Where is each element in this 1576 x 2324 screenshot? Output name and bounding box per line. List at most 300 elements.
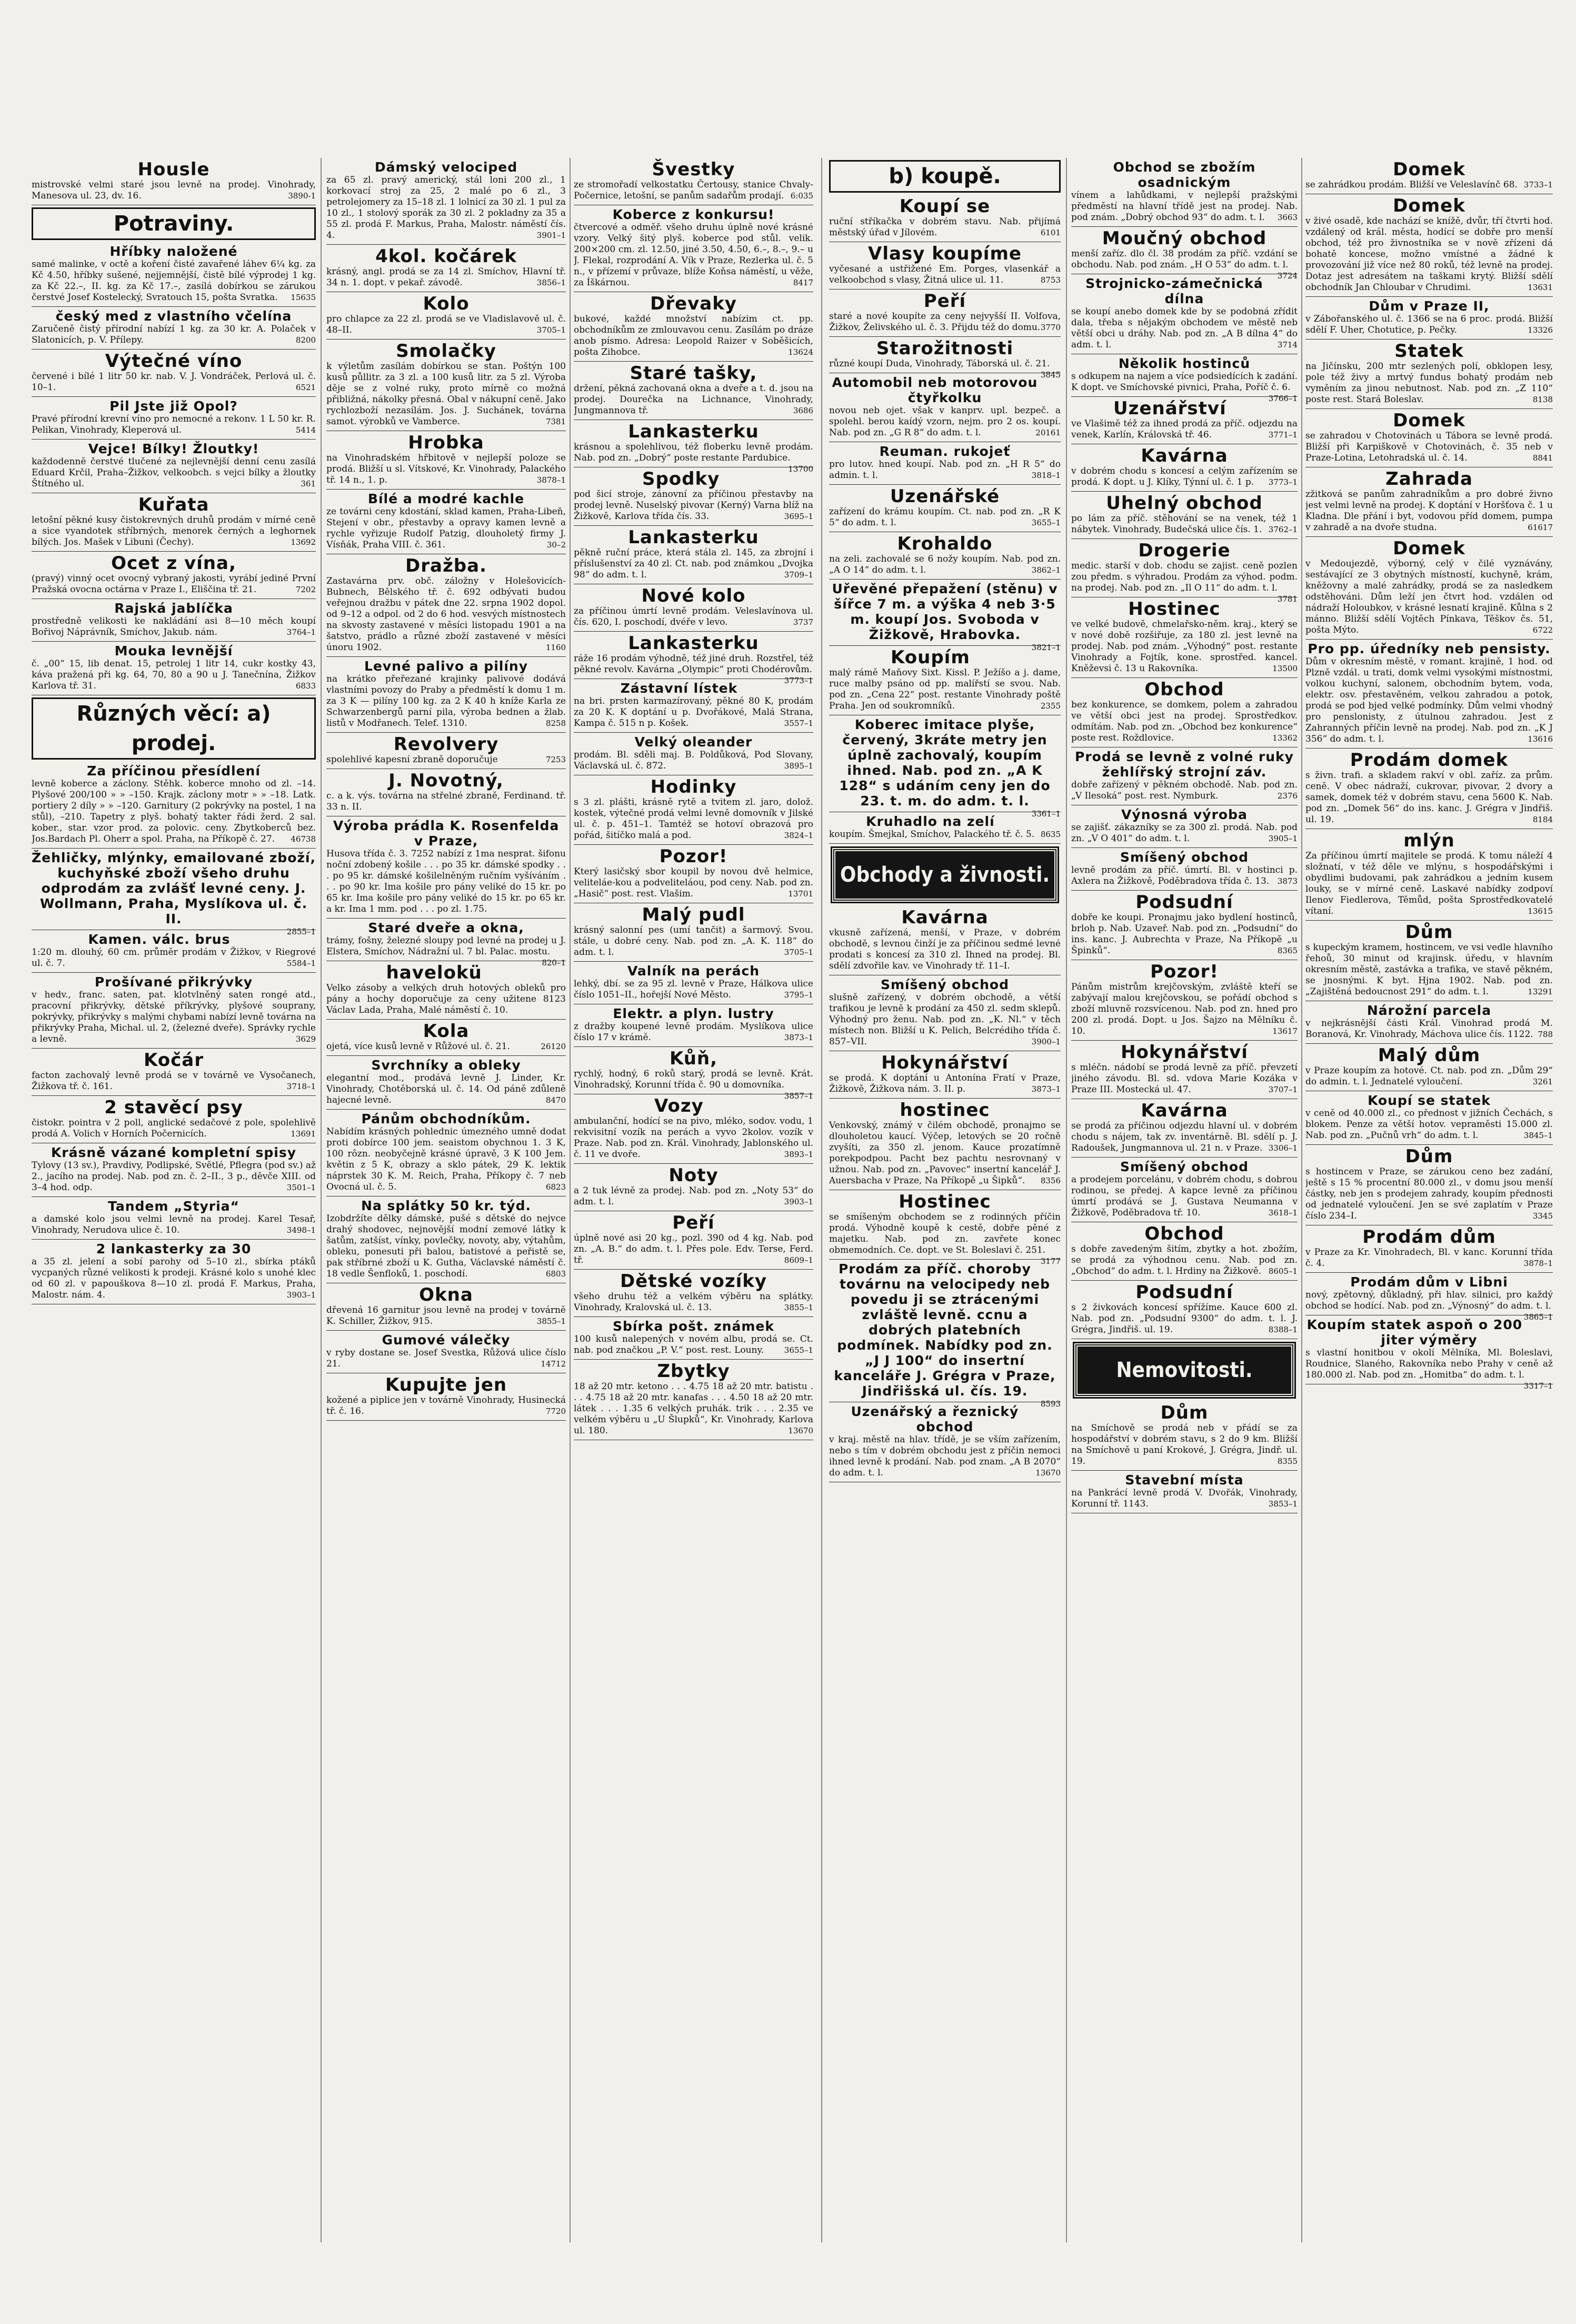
ad-reference-number: 3905–1	[1268, 834, 1298, 843]
classified-ad	[32, 552, 316, 599]
classified-ad	[574, 962, 813, 1004]
ad-reference-number: 3733–1	[1523, 180, 1553, 189]
classified-ad	[32, 1049, 316, 1096]
classified-ad	[1305, 340, 1553, 409]
ad-text: každodenně čerstvé tlučené za nejlevnější denní cenu zasílá Eduard Krčil, Praha–Žižkov, velkoobch. s vejci bílky a žloutky Štítného ul.	[32, 456, 316, 489]
ad-text: krásný, angl. prodá se za 14 zl. Smíchov, Hlavní tř. 34 n. 1. dopt. v pekař. závodě.	[326, 266, 566, 288]
ad-headline: Prodám dům	[1362, 1226, 1496, 1248]
ad-reference-number: 3818–1	[1031, 471, 1061, 480]
classified-ad	[574, 679, 813, 733]
ad-text: bez konkurence, se domkem, polem a zahradou ve větší obci jest na prodej. Sprostředkov. odmítám. Nab. pod zn. „Obchod bez konkurence“ poste rest. Roždlovice.	[1071, 700, 1298, 743]
ad-headline: Vejce! Bílky! Žloutky!	[88, 441, 260, 456]
ad-reference-number: 3317–1	[1523, 1381, 1553, 1391]
ad-text: levně koberce a záclony. Stěhk. koberce mnoho od zl. –14. Plyšové 200/100 » » –150. Krajk. záclony motr » » –18. Latk. portiery 2 díly » » –120. Garnitury (2 pokrývky na postel, 1 na stůl), –210. Tapetry z plyš. bohatý takter řádi žerd. 2 sal. kober., star. vzor prod. za polovic. ceny. Zbytkoberců bez. Jos.Bardach Pl. Oherr a spol. Praha, na Příkopě č. 27.	[32, 779, 316, 844]
ad-reference-number: 3766–1	[1268, 394, 1298, 403]
classified-ad	[574, 1211, 813, 1270]
ad-text: ambulanční, hodící se na pivo, mléko, sodov. vodu, 1 rekvisitní vozík na perách a vyvo 2kolov. vozík v Praze. Nab. pod zn. Král. Vinohrady, Jablonského ul. č. 11 ve dvoře.	[574, 1116, 813, 1160]
ad-headline: Malý pudl	[642, 904, 745, 925]
classified-ad	[326, 490, 566, 554]
classified-ad	[829, 1099, 1061, 1190]
ad-text: a 2 tuk lévně za prodej. Nab. pod zn. „Noty 53“ do adm. t. l.	[574, 1185, 813, 1207]
classified-ad	[1305, 1145, 1553, 1225]
ad-text: za 65 zl. pravý americký, stál loni 200 zl., 1 korkovací stroj za 25, 2 malé po 6 zl., 3 petrolejomery za 15–18 zl. 1 lolnicí za 30 zl. 1 pul za 10 zl., 1 stolový sporák za 30 zl. 2 pokladny za 35 a 55 zl. prodá F. Markus, Praha, Malostr. náměstí čís. 4.	[326, 175, 566, 241]
ad-reference-number: 788	[1538, 1030, 1553, 1039]
ad-reference-number: 3900–1	[1031, 1037, 1061, 1046]
ad-text: letošní pěkné kusy čistokrevných druhů prodám v mírné ceně a sice vyandotek stříbrných, menorek černých a leghornek bílých. Jos. Mašek v Libuni (Čechy).	[32, 515, 316, 547]
section-banner: Nemovitosti.	[1074, 1343, 1294, 1397]
ad-text: v ceně od 40.000 zl., co přednost v jižních Čechách, s blokem. Penze za větší hotov. vepraměsti 15.000 zl. Nab. pod zn. „Pučnů vrh“ do adm. t. l.	[1305, 1108, 1553, 1141]
ad-headline: Vlasy koupíme	[868, 243, 1022, 264]
ad-reference-number: 46738	[291, 834, 316, 844]
classified-ad	[326, 769, 566, 816]
ad-reference-number: 5584–1	[286, 959, 316, 968]
ad-text: Velko zásoby a velkých druh hotových obleků pro pány a hochy doporučuje za ceny užitene 8123 Václav Lada, Praha, Malé náměstí č. 10.	[326, 983, 566, 1015]
classified-ad	[574, 903, 813, 962]
classified-ad	[1305, 1273, 1553, 1322]
ad-text: s hostincem v Praze, se zárukou ceno bez zadání, ještě s 15 % procentní 80.000 zl., v domu jsou menší částky, neb jen s prodejem zahrady, koupím přednosti od jednatelé vyloučení. Jen se své zaplatím v Praze číslo 234–I.	[1305, 1166, 1553, 1221]
ad-reference-number: 13691	[291, 1129, 316, 1139]
ad-headline: Gumové válečky	[382, 1332, 511, 1348]
classified-ad	[829, 373, 1061, 442]
ad-text: pro lutov. hned koupí. Nab. pod zn. „H R 5“ do admin. t. l.	[829, 459, 1061, 481]
ad-headline: Dům	[1405, 922, 1453, 943]
ad-headline: Uřevěné přepažení (stěnu) v šířce 7 m. a výška 4 neb 3·5 m. koupí Jos. Svoboda v Žižkově, Hrabovka.	[832, 581, 1058, 642]
ad-text: ze stromořadí velkostatku Čertousy, stanice Chvaly-Počernice, letošní, se panům sadařům prodají.	[574, 179, 813, 201]
ad-headline: Stavební místa	[1125, 1472, 1244, 1488]
classified-ad	[829, 485, 1061, 532]
classified-ad	[326, 657, 566, 733]
ad-reference-number: 5414	[295, 425, 316, 435]
classified-ad	[1071, 1471, 1298, 1513]
ad-reference-number: 3709–1	[784, 570, 813, 580]
classified-ad	[1071, 848, 1298, 891]
ad-text: zžitková se panům zahradníkům a pro dobré živno jest velmi levně na prodej. K doptání v Horšťova č. 1 u Kladna. Dle přání i byt, vodovou příd domem, pumpa v zahradě a na dvoře studna.	[1305, 489, 1553, 533]
classified-ad	[1071, 354, 1298, 403]
ad-reference-number: 3873–1	[1031, 1084, 1061, 1094]
classified-ad	[32, 440, 316, 493]
ad-headline: Krohaldo	[897, 533, 993, 554]
ad-headline: Výnosná výroba	[1121, 807, 1248, 822]
ad-text: Za příčinou úmrtí majitele se prodá. K tomu náleží 4 složnatí, v též děle ve mlýnu, s hospodářskými i obydlimi budovami, pak zahrádkou a jedním kusem louky, se v mírné ceně. Laskavé nabídky zodpoví Ilenov Fiedlerova, Těmůd, pošta Sprostředkovatelé vítaní.	[1305, 851, 1553, 916]
column-rule	[570, 158, 571, 2242]
ad-reference-number: 3903–1	[784, 1197, 813, 1206]
ad-text: 1:20 m. dlouhý, 60 cm. průměr prodám v Žižkov, v Riegrové ul. č. 7.	[32, 947, 316, 969]
section-heading: b) koupě.	[829, 160, 1061, 193]
ad-headline: Kuřata	[138, 494, 210, 515]
ad-reference-number: 13362	[1272, 733, 1298, 743]
ad-headline: Levné palivo a pilíny	[364, 659, 528, 674]
ad-headline: Dům	[1405, 1146, 1453, 1167]
ad-headline: Ocet z vína,	[111, 553, 236, 574]
ad-text: krásný salonní pes (umí tančit) a šarmový. Svou. stále, u dobré ceny. Nab. pod zn. „A. K. 118“ do adm. t. l.	[574, 925, 813, 957]
ad-headline: Kamen. válc. brus	[88, 932, 231, 947]
ad-text: novou neb ojet. však v kanprv. upl. bezpeč. a spolehl. berou kaídý vzorn, nejm. pro 2 os. koupí. Nab. pod zn. „G R 8“ do adm. t. l.	[829, 405, 1061, 438]
ad-reference-number: 13616	[1528, 734, 1553, 744]
ad-text: úplně nové asi 20 kg., pozl. 390 od 4 kg. Nab. pod zn. „A. B.“ do adm. t. l. Přes pole. Edv. Terse, Ferd. tř.	[574, 1233, 813, 1265]
ad-text: slušně zařízený, v dobrém obchodě, a větší trafikou je levně k prodání za 450 zl. sedm sklepů. Výhodný pro ženu. Nab. pod zn. „K. Nl.“ v těch místech non. Bližší u K. Pelich, Belcrédiho třída č. 857–VII.	[829, 992, 1061, 1047]
ad-reference-number: 8841	[1532, 453, 1553, 463]
ad-reference-number: 7720	[545, 1407, 566, 1416]
classified-ad	[574, 158, 813, 205]
ad-reference-number: 6101	[1040, 228, 1061, 237]
ad-headline: Prošívané přikrývky	[94, 974, 253, 990]
ad-text: lehký, dbí. se za 95 zl. levně v Praze, Hálkova ulice číslo 1051–II., hořejší Nové Město.	[574, 979, 813, 1000]
classified-ad	[1305, 297, 1553, 340]
column-rule	[1066, 158, 1067, 2242]
ad-headline: Strojnicko-zámečnická dílna	[1085, 276, 1263, 306]
ad-reference-number: 3306–1	[1268, 1143, 1298, 1153]
ad-reference-number: 3893–1	[784, 1150, 813, 1159]
ad-text: se prodá za příčinou odjezdu hlavní ul. v dobrém chodu s nájem, tak zv. inventárně. Bl. sdělí p. J. Radoušek, Jungmannova ul. 21 n. v Praze.	[1071, 1121, 1298, 1153]
ad-text: v dobrém chodu s koncesí a celým zařízením se prodá. K dopt. u J. Klíky, Týnní ul. č. 1 p.	[1071, 466, 1298, 487]
classified-ad	[32, 599, 316, 642]
newspaper-page	[32, 158, 1576, 2242]
ad-text: elegantní mod., prodává levně J. Linder, Kr. Vinohrady, Chotěborská ul. č. 14. Od páně zdůleně hajecné levně.	[326, 1073, 566, 1105]
classified-ad	[326, 1283, 566, 1331]
column-1	[32, 158, 316, 2242]
ad-text: Který lasičský sbor koupil by novou dvě helmice, veliteláe-kou a podveliteláou, pod ceny. Nab. pod zn. „Hasič“ post. rest. Vlašim.	[574, 866, 813, 899]
classified-ad	[1071, 492, 1298, 539]
ad-headline: Spodky	[642, 468, 720, 490]
classified-ad	[829, 1402, 1061, 1482]
ad-text: ve velké budově, chmelařsko-něm. kraj., který se v nové době rozšiřuje, za 180 zl. jest levně na prodej. Nab. pod znám. „Výhodný“ post. restante Vinohrady a Fojtík, kone. sprostřed. kancel. Kněževsi č. 13 u Rakovníka.	[1071, 619, 1298, 674]
ad-reference-number: 13692	[291, 537, 316, 547]
ad-text: facton zachovalý levně prodá se v továrně ve Vysočanech, Žižkova tř. č. 161.	[32, 1070, 316, 1092]
ad-reference-number: 3853–1	[1268, 1499, 1298, 1509]
ad-headline: Elektr. a plyn. lustry	[613, 1006, 774, 1021]
column-rule	[821, 158, 822, 2242]
ad-headline: Obchod	[1144, 679, 1224, 700]
ad-text: menší zaříz. dlo čl. 38 prodám za příč. vzdání se obchodu. Nab. pod znám. „H O 53“ do adm. t. l.	[1071, 248, 1298, 270]
ad-text: Zaručeně čistý přírodní nabízí 1 kg. za 30 kr. A. Polaček v Slatonicích, p. V. Přílepy.	[32, 324, 316, 345]
classified-ad	[574, 420, 813, 474]
ad-reference-number: 3261	[1532, 1077, 1553, 1086]
ad-headline: Sbírka pošt. známek	[613, 1319, 774, 1334]
ad-text: se zahradou v Chotovinách u Tábora se levně prodá. Bližší při Karpiškově v Chotovinách, č. 35 neb v Praze-Lotina, Letohradská ul. č. 14.	[1305, 431, 1553, 463]
ad-text: Izobdržíte dělky dámské, pušé s dětské do nejvce drahý shodovec, nejnovější modní zemové látky k šatům, zatšíst, vínky, povlečky, novoty, aby, výtahům, obleku, ponesuti při balou, batistové a peřistě se, pak stříbrné zboží u K. Gutha, Václavské náměstí č. 18 vedle Šenfloků, 1. poschodí.	[326, 1213, 566, 1279]
classified-ad	[32, 1197, 316, 1240]
classified-ad	[32, 973, 316, 1049]
ad-headline: český med z vlastního včelína	[55, 308, 292, 324]
ad-reference-number: 2355	[1040, 701, 1061, 711]
ad-text: s 3 zl. plášti, krásně rytě a tvitem zl. jaro, dolož. kostek, výtečné prodá velmi levně domovník v Jilské ul. č. p. 451–1. Tamtéž se hotoví obrazová pro pořád, šitíčko malá a pod.	[574, 797, 813, 841]
ad-headline: Hříbky naložené	[109, 244, 238, 259]
ad-headline: Zbytky	[657, 1361, 730, 1382]
ad-headline: Kola	[423, 1021, 470, 1042]
ad-text: po lám za příč. stěhování se na venek, též 1 nábytek. Vinohrady, Budečská ulice čís. 1.	[1071, 513, 1298, 535]
ad-text: Nabídím krásných pohlednic úmezného umně dodat proti dobírce 100 jem. seaistom obychnou 1. 3 K, 100 rôzn. neobyčejně krásné úpravě, 3 K 100 Jem. květin z 5 K, obrazy a sklo pátek, 29 K. lektik náprstek 30 K. M. Reich, Praha, Příkopy č. 7 neb Ovocná ul. č. 5.	[326, 1126, 566, 1192]
ad-text: s mléčn. nádobí se prodá levně za příč. převzetí jiného závodu. Bl. sd. vdova Marie Kozáka v Praze III. Mostecká ul. 47.	[1071, 1062, 1298, 1095]
ad-headline: Zástavní lístek	[620, 681, 738, 696]
ad-headline: Reuman. rukojeť	[879, 444, 1011, 459]
ad-headline: Švestky	[652, 159, 735, 180]
ad-headline: Domek	[1393, 538, 1465, 559]
classified-ad	[1305, 921, 1553, 1001]
ad-reference-number: 3714	[1277, 340, 1298, 350]
classified-ad	[574, 1317, 813, 1360]
ad-reference-number: 361	[301, 479, 316, 488]
ad-reference-number: 13700	[788, 464, 813, 474]
ad-reference-number: 7381	[545, 417, 566, 426]
ad-headline: Několik hostinců	[1118, 356, 1251, 371]
column-rule	[321, 158, 322, 2242]
classified-ad	[326, 340, 566, 431]
classified-ad	[574, 1270, 813, 1317]
ad-text: v Zábořanského ul. č. 1366 se na 6 proc. prodá. Bližší sdělí F. Uher, Chotutice, p. Pečky.	[1305, 314, 1553, 335]
ad-reference-number: 3737	[793, 617, 813, 627]
ad-reference-number: 3557–1	[784, 719, 813, 728]
classified-ad	[32, 1096, 316, 1143]
ad-headline: Hokynářství	[881, 1052, 1009, 1073]
ad-headline: Revolvery	[393, 734, 499, 755]
classified-ad	[1305, 749, 1553, 829]
classified-ad	[1071, 891, 1298, 960]
ad-reference-number: 3663	[1277, 213, 1298, 222]
ad-reference-number: 820–1	[542, 958, 566, 967]
ad-text: 18 až 20 mtr. ketono . . . 4.75 18 až 20 mtr. batistu . . . 4.75 18 až 20 mtr. kanafas . . . 4.50 18 až 20 mtr. látek . . . 1.35 6 velkých pruhák. trik . . . 2.35 ve velkém výběru u „U Šlupků“, Kr. Vinohrady, Karlova ul. 180.	[574, 1381, 813, 1436]
ad-headline: Rajská jablíčka	[114, 601, 233, 616]
ad-headline: Smíšený obchod	[880, 977, 1010, 992]
classified-ad	[32, 350, 316, 397]
ad-text: v Praze koupím za hotové. Ct. nab. pod zn. „Dům 29“ do admin. t. l. Jednatelé vyloučení.	[1305, 1065, 1553, 1087]
ad-reference-number: 8753	[1040, 275, 1061, 285]
classified-ad	[574, 205, 813, 292]
ad-headline: Žehličky, mlýnky, emailované zboží, kuchyňské zboží všeho druhu odprodám za zvlášť levné ceny. J. Wollmann, Praha, Myslíkova ul. č. II.	[32, 850, 316, 926]
ad-reference-number: 3686	[793, 406, 813, 415]
ad-headline: Dětské vozíky	[620, 1271, 767, 1292]
ad-headline: Statek	[1394, 341, 1464, 362]
ad-headline: Nárožní parcela	[1366, 1003, 1492, 1018]
ad-text: trámy, fošny, železné sloupy pod levné na prodej u J. Elstera, Smíchov, Nádražní ul. 7 bl. Palac. mostu.	[326, 935, 566, 957]
ad-headline: Dům v Praze II,	[1369, 298, 1490, 314]
ad-headline: Hodinky	[650, 776, 737, 797]
classified-ad	[574, 1094, 813, 1164]
ad-text: Dům v okresním městě, v romant. krajině, 1 hod. od Plzně vzdál. u trati, domk velmi vysokými místnostmi, volkou kuchyní, salonem, obchodním bytem, voda, elektr. osv. přestavěném, velkou zahradou a potok, prodá se pod bjed velké podmínky. Dům velmi vhodný pro penslonisty, z útulnou zahradou. Jest z Zahranných příčin levně na prodej. Nab. pod zn. „K J 356“ do adm. t. l.	[1305, 656, 1553, 744]
ad-reference-number: 13701	[788, 889, 813, 899]
ad-headline: Kupujte jen	[385, 1374, 507, 1395]
ad-text: vyčesané a ustřižené Em. Porges, vlasenkář a velkoobchod s vlasy, Žitná ulice ul. 11.	[829, 264, 1061, 285]
ad-headline: Hrobka	[408, 432, 484, 453]
ad-headline: Svrchníky a obleky	[371, 1058, 521, 1073]
ad-reference-number: 3629	[295, 1034, 316, 1044]
ad-text: na bri. prsten karmazírovaný, pěkné 80 K, prodám za 20 K. K doptání u p. Dvořákové, Malá Strana, Kampa č. 515 n p. Košek.	[574, 696, 813, 729]
ad-text: Husova třída č. 3. 7252 nabízí z 1ma nesprat. šifonu noční zdobený košile . . . po 35 kr. dámské spodky . . . po 95 kr. dámské košilelněným ručním vyšíváním . . . po 90 kr. Ima košile pro pány veliké do 15 kr. po 65 kr. Ima košile pro pány veliké do 15 kr. po 65 kr. a kr. Ima 1 mm. pod . . . po zl. 1.75.	[326, 849, 566, 914]
ad-reference-number: 6722	[1532, 625, 1553, 635]
ad-text: v Praze za Kr. Vinohradech, Bl. v kanc. Korunní třída č. 4.	[1305, 1247, 1553, 1269]
ad-text: na zeli. zachovalé se 6 nožy koupím. Nab. pod zn. „A O 14“ do adm. t. l.	[829, 554, 1061, 575]
classified-ad	[326, 1196, 566, 1283]
ad-text: k výletům zasílám dobírkou se stan. Poštýn 100 kusů půllitr. za 3 zl. a 100 kusů litr. za 5 zl. Výroba děje se z volné ruky, proto mírně co možná přibližná, nákolky přesná. Obal v nákupní ceně. Jako rychlozboží nezasílám. Jos. J. Suchánek, továrna samot. výrobků ve Vamberce.	[326, 361, 566, 427]
ad-reference-number: 3498–1	[286, 1225, 316, 1235]
ad-headline: Uzenářské	[890, 486, 1000, 507]
classified-ad	[1071, 227, 1298, 281]
column-6	[1305, 158, 1553, 2242]
ad-headline: Domek	[1393, 410, 1465, 431]
ad-text: medic. starší v dob. chodu se zajist. ceně pozlen zou předm. s výhradou. Prodám za výhod. podm. na prodej. Nab. pod zn. „Il O 11“ do adm. t. l.	[1071, 561, 1298, 593]
classified-ad	[32, 930, 316, 973]
section-heading: Potraviny.	[32, 207, 316, 240]
ad-headline: Staré dveře a okna,	[368, 920, 524, 935]
ad-reference-number: 3770	[1040, 323, 1061, 332]
classified-ad	[1305, 467, 1553, 537]
ad-text: ve Vlašimě též za ihned prodá za příč. odjezdu na venek, Karlín, Královská tř. 46.	[1071, 418, 1298, 440]
classified-ad	[1305, 1225, 1553, 1273]
ad-headline: Velký oleander	[634, 734, 753, 750]
ad-text: (pravý) vinný ocet ovocný vybraný jakosti, vyrábí jediné První Pražská ovocna octárna v Praze I., Eliščina tř. 21.	[32, 573, 316, 595]
ad-headline: Koupím	[891, 647, 970, 668]
column-3	[574, 158, 813, 2242]
ad-text: se prodá. K doptání u Antonína Fratí v Praze, Žižkově, Žižkova nám. 3. II. p.	[829, 1073, 1061, 1094]
classified-ad	[829, 1190, 1061, 1266]
ad-headline: Valník na perách	[627, 963, 760, 979]
ad-reference-number: 8184	[1532, 815, 1553, 824]
classified-ad	[32, 1143, 316, 1197]
classified-ad	[1071, 1401, 1298, 1471]
ad-reference-number: 8470	[545, 1095, 566, 1105]
ad-headline: 4kol. kočárek	[375, 246, 517, 267]
ad-reference-number: 3771–1	[1268, 430, 1298, 440]
ad-text: vínem a lahůdkami, v nejlepší pražskými předměstí na hlavní třídě jest na prodej. Nab. pod znám. „Dobrý obchod 93“ do adm. t. l.	[1071, 190, 1298, 223]
classified-ad	[574, 632, 813, 685]
ad-reference-number: 3795–1	[784, 990, 813, 1000]
ad-text: v hedv., franc. saten, pat. klotvlněný saten rongé atd., pracovní přikrývky, dětské příkrývky, plyšové souprany, pokrývky, přikrývky s malými chybami nabízí levně továrna na přikrývky Praha, Michal. ul. 2, (železné dveře). Správky rychle a levně.	[32, 990, 316, 1044]
ad-reference-number: 3764–1	[286, 627, 316, 637]
ad-headline: Uhelný obchod	[1106, 493, 1263, 514]
ad-text: Tylovy (13 sv.), Pravdivy, Podlipské, Světlé, Pflegra (pod sv.) až 2., jacího na prodej. Nab. pod zn. č. 2–II., 3 p., děvče XIII. od 3–4 hod. odp.	[32, 1160, 316, 1193]
ad-reference-number: 8200	[295, 335, 316, 345]
ad-reference-number: 3705–1	[536, 325, 566, 335]
classified-ad	[1071, 1281, 1298, 1339]
ad-reference-number: 13670	[1035, 1468, 1061, 1478]
ad-headline: Na splátky 50 kr. týd.	[361, 1198, 531, 1213]
ad-reference-number: 3878–1	[536, 475, 566, 485]
ad-text: rychlý, hodný, 6 roků starý, prodá se levně. Krát. Vinohradský, Korunní třída č. 90 u domovníka.	[574, 1069, 813, 1090]
ad-text: v kraj. městě na hlav. třídě, je se vším zařízením, nebo s tím v dobrém obchodu jest z příčin nemoci ihned levně k prodání. Nab. pod znam. „A B 2070“ do adm. t. l.	[829, 1434, 1061, 1478]
ad-headline: Zahrada	[1385, 468, 1473, 490]
ad-headline: Hokynářství	[1121, 1042, 1248, 1063]
classified-ad	[32, 642, 316, 695]
ad-reference-number: 3177	[1040, 1256, 1061, 1266]
classified-ad	[1305, 640, 1553, 749]
ad-headline: Drogerie	[1138, 540, 1231, 561]
ad-headline: Kolo	[423, 293, 470, 314]
classified-ad	[829, 242, 1061, 290]
ad-reference-number: 3824–1	[784, 831, 813, 840]
classified-ad	[574, 292, 813, 362]
ad-reference-number: 8388–1	[1268, 1325, 1298, 1334]
ad-headline: Automobil neb motorovou čtyřkolku	[832, 375, 1038, 405]
ad-text: 100 kusů nalepených v novém albu, prodá se. Ct. nab. pod značkou „P. V.“ post. rest. Louny.	[574, 1334, 813, 1355]
ad-reference-number: 8365	[1277, 946, 1298, 955]
ad-text: nový, zpětovný, důkladný, při hlav. silnici, pro každý obchod se hodící. Nab. pod zn. „Výnosný“ do adm. t. l.	[1305, 1290, 1553, 1311]
ad-reference-number: 8635	[1040, 830, 1061, 839]
ad-reference-number: 3855–1	[784, 1303, 813, 1312]
ad-text: a prodejem porcelánu, v dobrém chodu, s dobrou rodinou, se předej. A kapce levně za příčinou úmrtí prodává se J. Gustava Neumanna v Žižkově, Poděbradova tř. 10.	[1071, 1174, 1298, 1218]
column-5	[1071, 158, 1298, 2242]
classified-ad	[574, 1164, 813, 1211]
ad-headline: Lankasterku	[628, 421, 759, 442]
ad-text: pěkně ruční práce, která stála zl. 145, za zbrojní i příslušenství za 40 zl. Ct. nab. pod známkou „Dvojka 98“ do adm. t. l.	[574, 547, 813, 580]
classified-ad	[1071, 1099, 1298, 1158]
section-heading: Různých věcí: a) prodej.	[32, 697, 316, 760]
ad-reference-number: 7253	[545, 755, 566, 764]
ad-reference-number: 13615	[1528, 906, 1553, 916]
ad-headline: Peří	[672, 1212, 715, 1233]
ad-headline: Obchod se zbožím osadnickým	[1113, 159, 1256, 190]
ad-text: c. a k. výs. továrna na střelné zbraně, Ferdinand. tř. 33 n. II.	[326, 791, 566, 812]
ad-reference-number: 3862–1	[1031, 565, 1061, 575]
ad-text: na Jičínsku, 200 mtr sezlených polí, obklopen lesy, pole též živy a mrtvý fundus bohatý prodám neb vyměním za jinou nebutnost. Nab. pod zn. „Z 110“ poste rest. Stará Boleslav.	[1305, 361, 1553, 405]
ad-text: v ryby dostane se. Josef Svestka, Růžová ulice číslo 21.	[326, 1348, 566, 1369]
ad-text: a damské kolo jsou velmi levně na prodej. Karel Tesař, Vinohrady, Nerudova ulice č. 10.	[32, 1214, 316, 1235]
ad-headline: havelokü	[386, 962, 482, 983]
ad-headline: Prodám dům v Libni	[1350, 1274, 1508, 1290]
column-4	[829, 158, 1061, 2242]
ad-headline: hostinec	[900, 1100, 990, 1121]
ad-reference-number: 3773–1	[784, 676, 813, 685]
ad-text: s živn. trafi. a skladem rakví v obl. zaříz. za prům. ceně. V obec nádraží, cukrovar, pivovar, 2 dvory a samek, domek též v dobrém stavu, cena 5600 K. Nab. pod zn. „Domek 56“ do ins. kanc. J. Grégra v Jindřiš. ul. 19.	[1305, 770, 1553, 825]
ad-text: vkusně zařízená, menší, v Praze, v dobrém obchodě, s levnou činží je za příčinou sedmé levné prodati s koncesí za 310 zl. Ihned na prodej. Bl. sdělí zdvořile kav. ve Vinohrady tř. 11–I.	[829, 927, 1061, 971]
ad-text: na Pankrácí levně prodá V. Dvořák, Vinohrady, Korunní tř. 1143.	[1071, 1488, 1298, 1509]
classified-ad	[326, 554, 566, 657]
ad-headline: Noty	[669, 1165, 719, 1186]
ad-reference-number: 3890-1	[288, 191, 316, 201]
ad-headline: Dům	[1160, 1402, 1209, 1423]
ad-text: Pánům mistrům krejčovským, zvláště kteří se zabývají malou krejčovskou, se pořádí obchod s zboží mluvně rozsvícenou. Nab. pod zn. hned pro 200 zl. prodá. Dopt. u Jos. Šajzo na Mělníku č. 10.	[1071, 982, 1298, 1036]
ad-text: se smíšeným obchodem se z rodinných příčin prodá. Výhodně koupě k cestě, dobře pěné z majetku. Nab. pod zn. zavřete konec obmemodních. Ce. dopt. ve St. Boleslavi č. 251.	[829, 1212, 1061, 1255]
ad-text: Zastavárna prv. obč. záložny v Holešovicích-Bubnech, Bělského tř. č. 692 odbývati budou veřejnou dražbu v pátek dne 22. srpna 1902 dopol. od 9–12 a odpol. od 2 do 6 hod. vesvých místnostech na skvosty zastavené v měsíci listopadu 1901 a na šatstvo, prádlo a různé zboží zastavené v měsíci únoru 1902.	[326, 576, 566, 653]
ad-reference-number: 3655–1	[1031, 518, 1061, 527]
classified-ad	[32, 849, 316, 936]
ad-text: mistrovské velmi staré jsou levně na prodej. Vinohrady, Manesova ul. 23, dv. 16.	[32, 179, 316, 201]
classified-ad	[829, 442, 1061, 485]
classified-ad	[1305, 1044, 1553, 1091]
ad-reference-number: 13624	[788, 347, 813, 357]
classified-ad	[326, 1020, 566, 1056]
classified-ad	[829, 1051, 1061, 1099]
scan-top-margin	[0, 0, 1576, 158]
classified-ad	[1071, 597, 1298, 678]
ad-text: se koupí anebo domek kde by se podobná zřídit dala, třeba s nějakým obchodem ve městě neb větší obci u dráhy. Nab. pod zn. „A B dílna 4“ do adm. t. l.	[1071, 306, 1298, 350]
ad-text: ojetá, více kusů levně v Růžové ul. č. 21.	[326, 1041, 510, 1052]
ad-text: staré a nové koupíte za ceny nejvyšší II. Volfova, Žižkov, Želivského ul. č. 3. Přijdu též do domu.	[829, 311, 1061, 333]
ad-text: zařízení do krámu koupím. Ct. nab. pod zn. „R K 5“ do adm. t. l.	[829, 506, 1061, 528]
ad-text: pod šicí stroje, zánovní za příčinou přestavby na prodej levně. Nuselský pivovar (Kerný) Varna blíž na Žižkově, Karlova třída čís. 33.	[574, 489, 813, 522]
classified-ad	[829, 812, 1061, 844]
ad-reference-number: 3773–1	[1268, 477, 1298, 487]
ad-text: Pravé přírodní krevní víno pro nemocné a rekonv. 1 L 50 kr. R. Pelikan, Vinohrady, Kleperová ul.	[32, 414, 316, 435]
classified-ad	[32, 242, 316, 307]
ad-headline: Domek	[1393, 195, 1465, 216]
ad-headline: Bílé a modré kachle	[367, 491, 525, 506]
ad-headline: Uzenářský a řeznický obchod	[851, 1404, 1019, 1434]
ad-headline: Za příčinou přesídlení	[87, 763, 261, 779]
ad-reference-number: 61617	[1528, 523, 1553, 532]
ad-text: na Smíchově se prodá neb v přádí se za hospodářství v dobrém stavu, s 2 do 9 km. Bližší na Smíchově u paní Krokové, J. Grégra, Jindř. ul. 19.	[1071, 1423, 1298, 1467]
ad-headline: Kruhadlo na zelí	[866, 814, 995, 829]
ad-reference-number: 3878–1	[1523, 1259, 1553, 1268]
ad-headline: Výtečné víno	[105, 351, 243, 372]
classified-ad	[574, 362, 813, 420]
classified-ad	[829, 580, 1061, 652]
ad-reference-number: 3873–1	[784, 1033, 813, 1042]
ad-reference-number: 1160	[545, 643, 566, 652]
classified-ad	[1305, 409, 1553, 467]
ad-reference-number: 6823	[545, 1182, 566, 1192]
ad-headline: Kavárna	[1141, 445, 1228, 466]
ad-text: ráže 16 prodám výhodně, též jiné druh. Rozstřel, též pěkné revolv. Kavárna „Olympic“ proti Chodérovům.	[574, 653, 813, 675]
ad-text: různé koupí Duda, Vinohrady, Táborská ul. č. 21.	[829, 358, 1050, 369]
